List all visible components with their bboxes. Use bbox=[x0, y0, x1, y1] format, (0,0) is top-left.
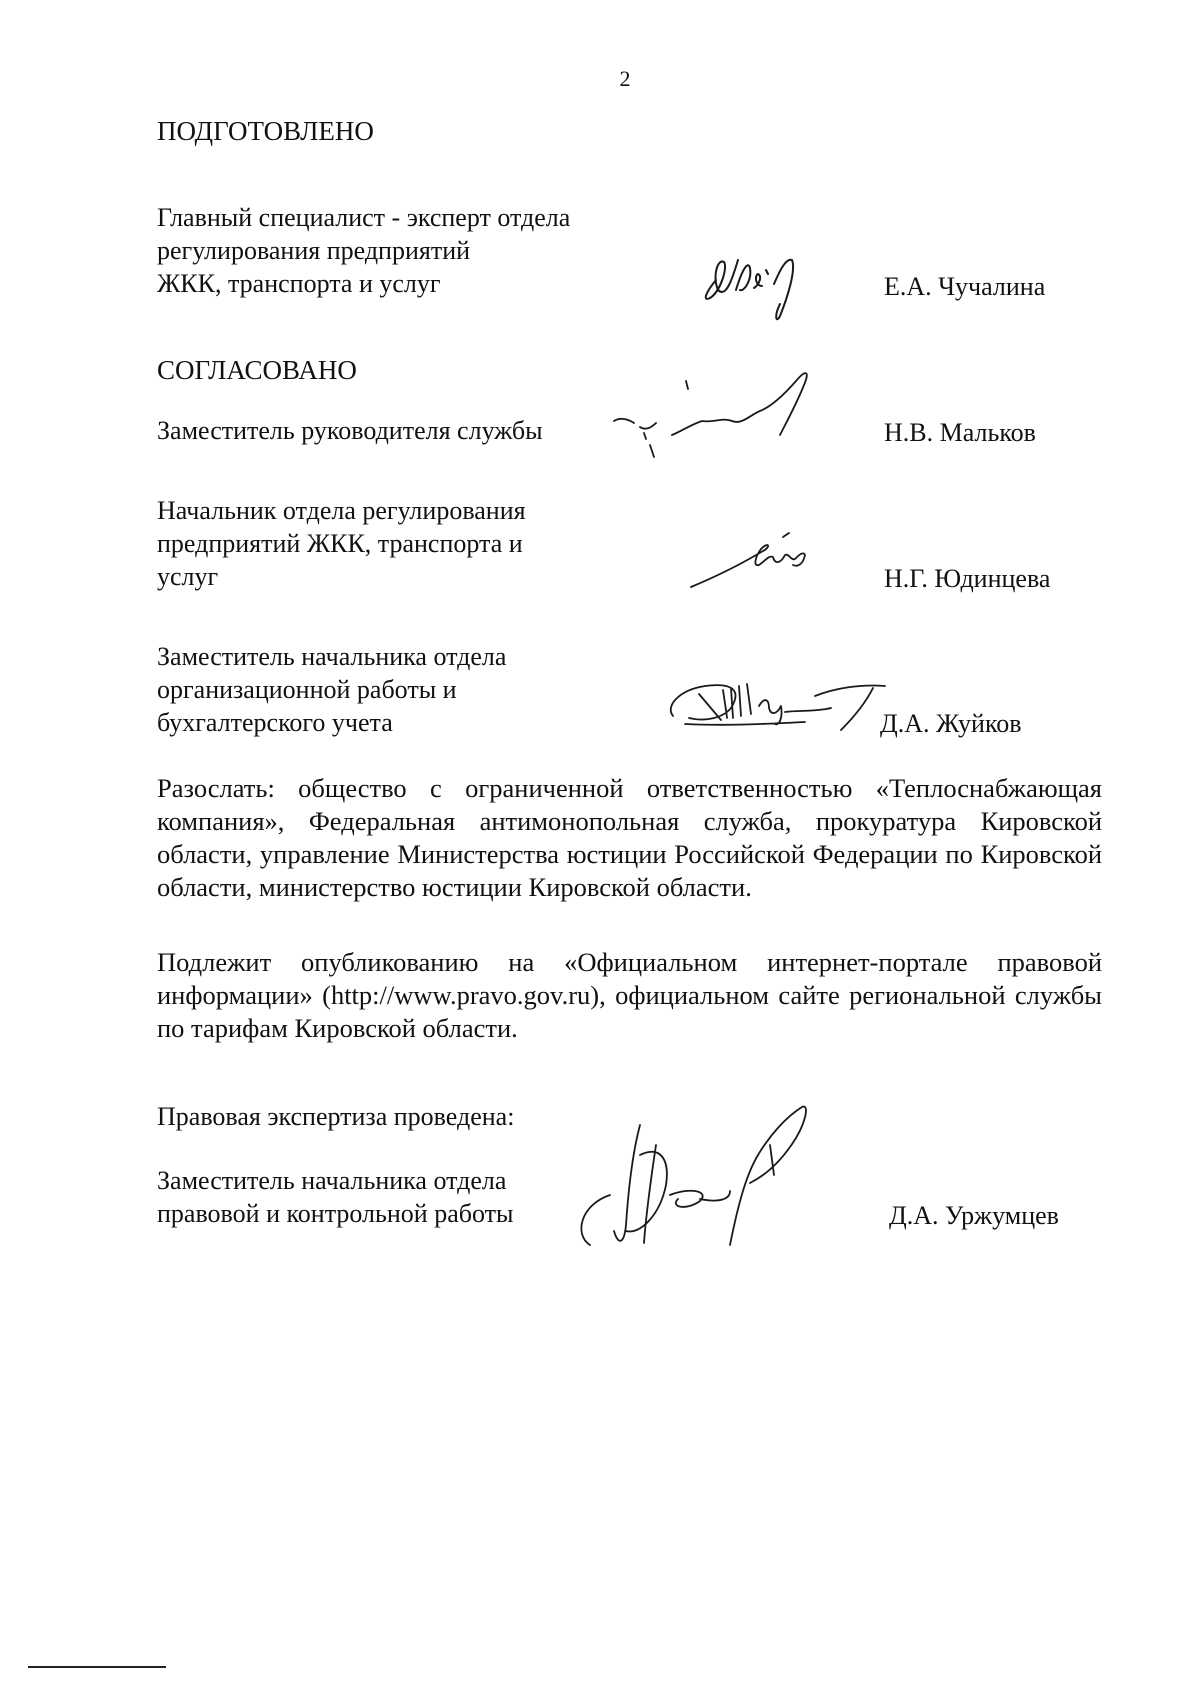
agreed-name: Н.В. Мальков bbox=[884, 418, 1036, 447]
agreed-position-line: организационной работы и bbox=[157, 675, 457, 704]
signature-malkov bbox=[610, 365, 850, 485]
legal-review-heading: Правовая экспертиза проведена: bbox=[157, 1102, 515, 1131]
legal-review-name: Д.А. Уржумцев bbox=[889, 1201, 1059, 1230]
legal-review-position-line: правовой и контрольной работы bbox=[157, 1199, 514, 1228]
agreed-position-line: услуг bbox=[157, 562, 219, 591]
footnote-divider bbox=[28, 1666, 166, 1668]
agreed-name: Д.А. Жуйков bbox=[880, 709, 1022, 738]
publication-paragraph: Подлежит опубликованию на «Официальном интернет-портале правовой информации» (http://www.pravo.gov.ru), официальном сайте региональной службы по тарифам Кировской области. bbox=[157, 947, 1102, 1043]
signature-chuchalina bbox=[700, 240, 830, 330]
distribution-paragraph: Разослать: общество с ограниченной ответственностью «Теплоснабжающая компания», Федеральная антимонопольная служба, прокуратура Кировской области, управление Министерства юстиции Российской Федерации по Кировской области, министерство юстиции Кировской области. bbox=[157, 773, 1102, 902]
legal-review-position-line: Заместитель начальника отдела bbox=[157, 1166, 507, 1195]
agreed-name: Н.Г. Юдинцева bbox=[884, 564, 1051, 593]
signature-urzhumtsev bbox=[570, 1095, 830, 1255]
agreed-position-line: Заместитель руководителя службы bbox=[157, 416, 543, 445]
agreed-position-line: предприятий ЖКК, транспорта и bbox=[157, 529, 523, 558]
signature-zhuykov bbox=[665, 660, 905, 740]
agreed-position-line: бухгалтерского учета bbox=[157, 708, 393, 737]
prepared-heading: ПОДГОТОВЛЕНО bbox=[157, 116, 374, 146]
agreed-position-line: Начальник отдела регулирования bbox=[157, 496, 526, 525]
prepared-position-line: Главный специалист - эксперт отдела bbox=[157, 203, 571, 232]
prepared-position-line: ЖКК, транспорта и услуг bbox=[157, 269, 441, 298]
agreed-position-line: Заместитель начальника отдела bbox=[157, 642, 507, 671]
prepared-name: Е.А. Чучалина bbox=[884, 272, 1046, 301]
page-number: 2 bbox=[619, 66, 631, 91]
prepared-position-line: регулирования предприятий bbox=[157, 236, 471, 265]
signature-yudintseva bbox=[685, 525, 825, 595]
agreed-heading: СОГЛАСОВАНО bbox=[157, 355, 357, 385]
